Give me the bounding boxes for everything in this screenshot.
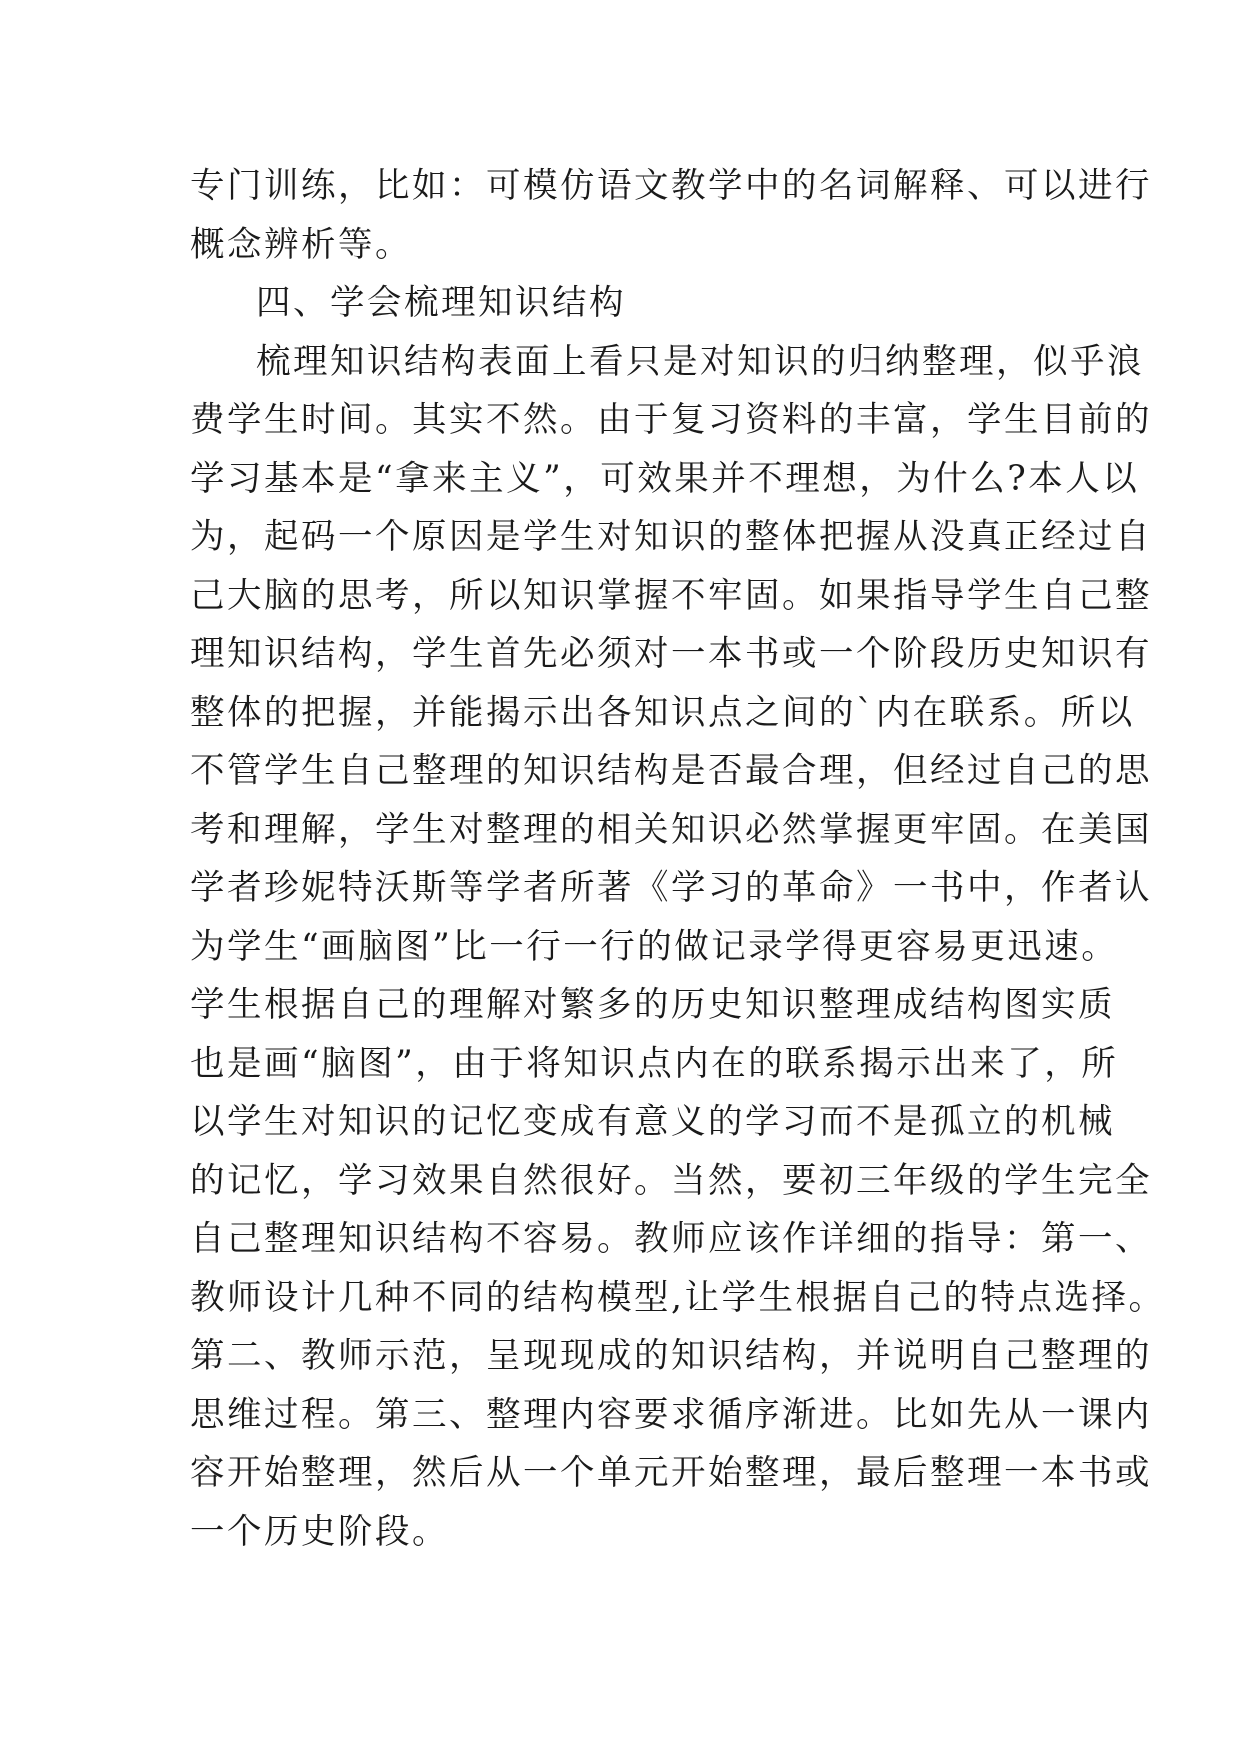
text-line: 以学生对知识的记忆变成有意义的学习而不是孤立的机械 <box>190 1102 1115 1142</box>
text-line: 也是画“脑图”，由于将知识点内在的联系揭示出来了，所 <box>190 1043 1119 1084</box>
text-line: 整体的把握，并能揭示出各知识点之间的`内在联系。所以 <box>190 692 1135 733</box>
text-line: 不管学生自己整理的知识结构是否最合理，但经过自己的思 <box>190 751 1152 791</box>
text-line: 学生根据自己的理解对繁多的历史知识整理成结构图实质 <box>190 985 1115 1025</box>
text-line: 费学生时间。其实不然。由于复习资料的丰富，学生目前的 <box>190 400 1152 440</box>
paragraph-first-line: 梳理知识结构表面上看只是对知识的归纳整理，似乎浪 <box>256 341 1144 382</box>
text-line: 为，起码一个原因是学生对知识的整体把握从没真正经过自 <box>190 517 1152 557</box>
text-line: 学习基本是“拿来主义”，可效果并不理想，为什么?本人以 <box>190 458 1140 499</box>
text-line: 思维过程。第三、整理内容要求循序渐进。比如先从一课内 <box>190 1394 1152 1435</box>
document-body <box>190 157 1166 1561</box>
text-line: 的记忆，学习效果自然很好。当然，要初三年级的学生完全 <box>190 1160 1152 1201</box>
text-line: 一个历史阶段。 <box>190 1511 449 1552</box>
text-line: 容开始整理，然后从一个单元开始整理，最后整理一本书或 <box>190 1453 1152 1493</box>
text-line: 概念辨析等。 <box>190 224 412 265</box>
text-line: 己大脑的思考，所以知识掌握不牢固。如果指导学生自己整 <box>190 575 1152 616</box>
text-line: 第二、教师示范，呈现现成的知识结构，并说明自己整理的 <box>190 1336 1152 1376</box>
text-line: 学者珍妮特沃斯等学者所著《学习的革命》一书中，作者认 <box>190 868 1152 908</box>
text-line: 自己整理知识结构不容易。教师应该作详细的指导：第一、 <box>190 1219 1152 1259</box>
text-line: 理知识结构，学生首先必须对一本书或一个阶段历史知识有 <box>190 634 1152 674</box>
text-line: 为学生“画脑图”比一行一行的做记录学得更容易更迅速。 <box>190 926 1119 967</box>
text-line: 考和理解，学生对整理的相关知识必然掌握更牢固。在美国 <box>190 809 1152 850</box>
section-heading: 四、学会梳理知识结构 <box>256 283 626 323</box>
text-line: 教师设计几种不同的结构模型,让学生根据自己的特点选择。 <box>190 1277 1166 1318</box>
text-line: 专门训练，比如：可模仿语文教学中的名词解释、可以进行 <box>190 166 1152 206</box>
